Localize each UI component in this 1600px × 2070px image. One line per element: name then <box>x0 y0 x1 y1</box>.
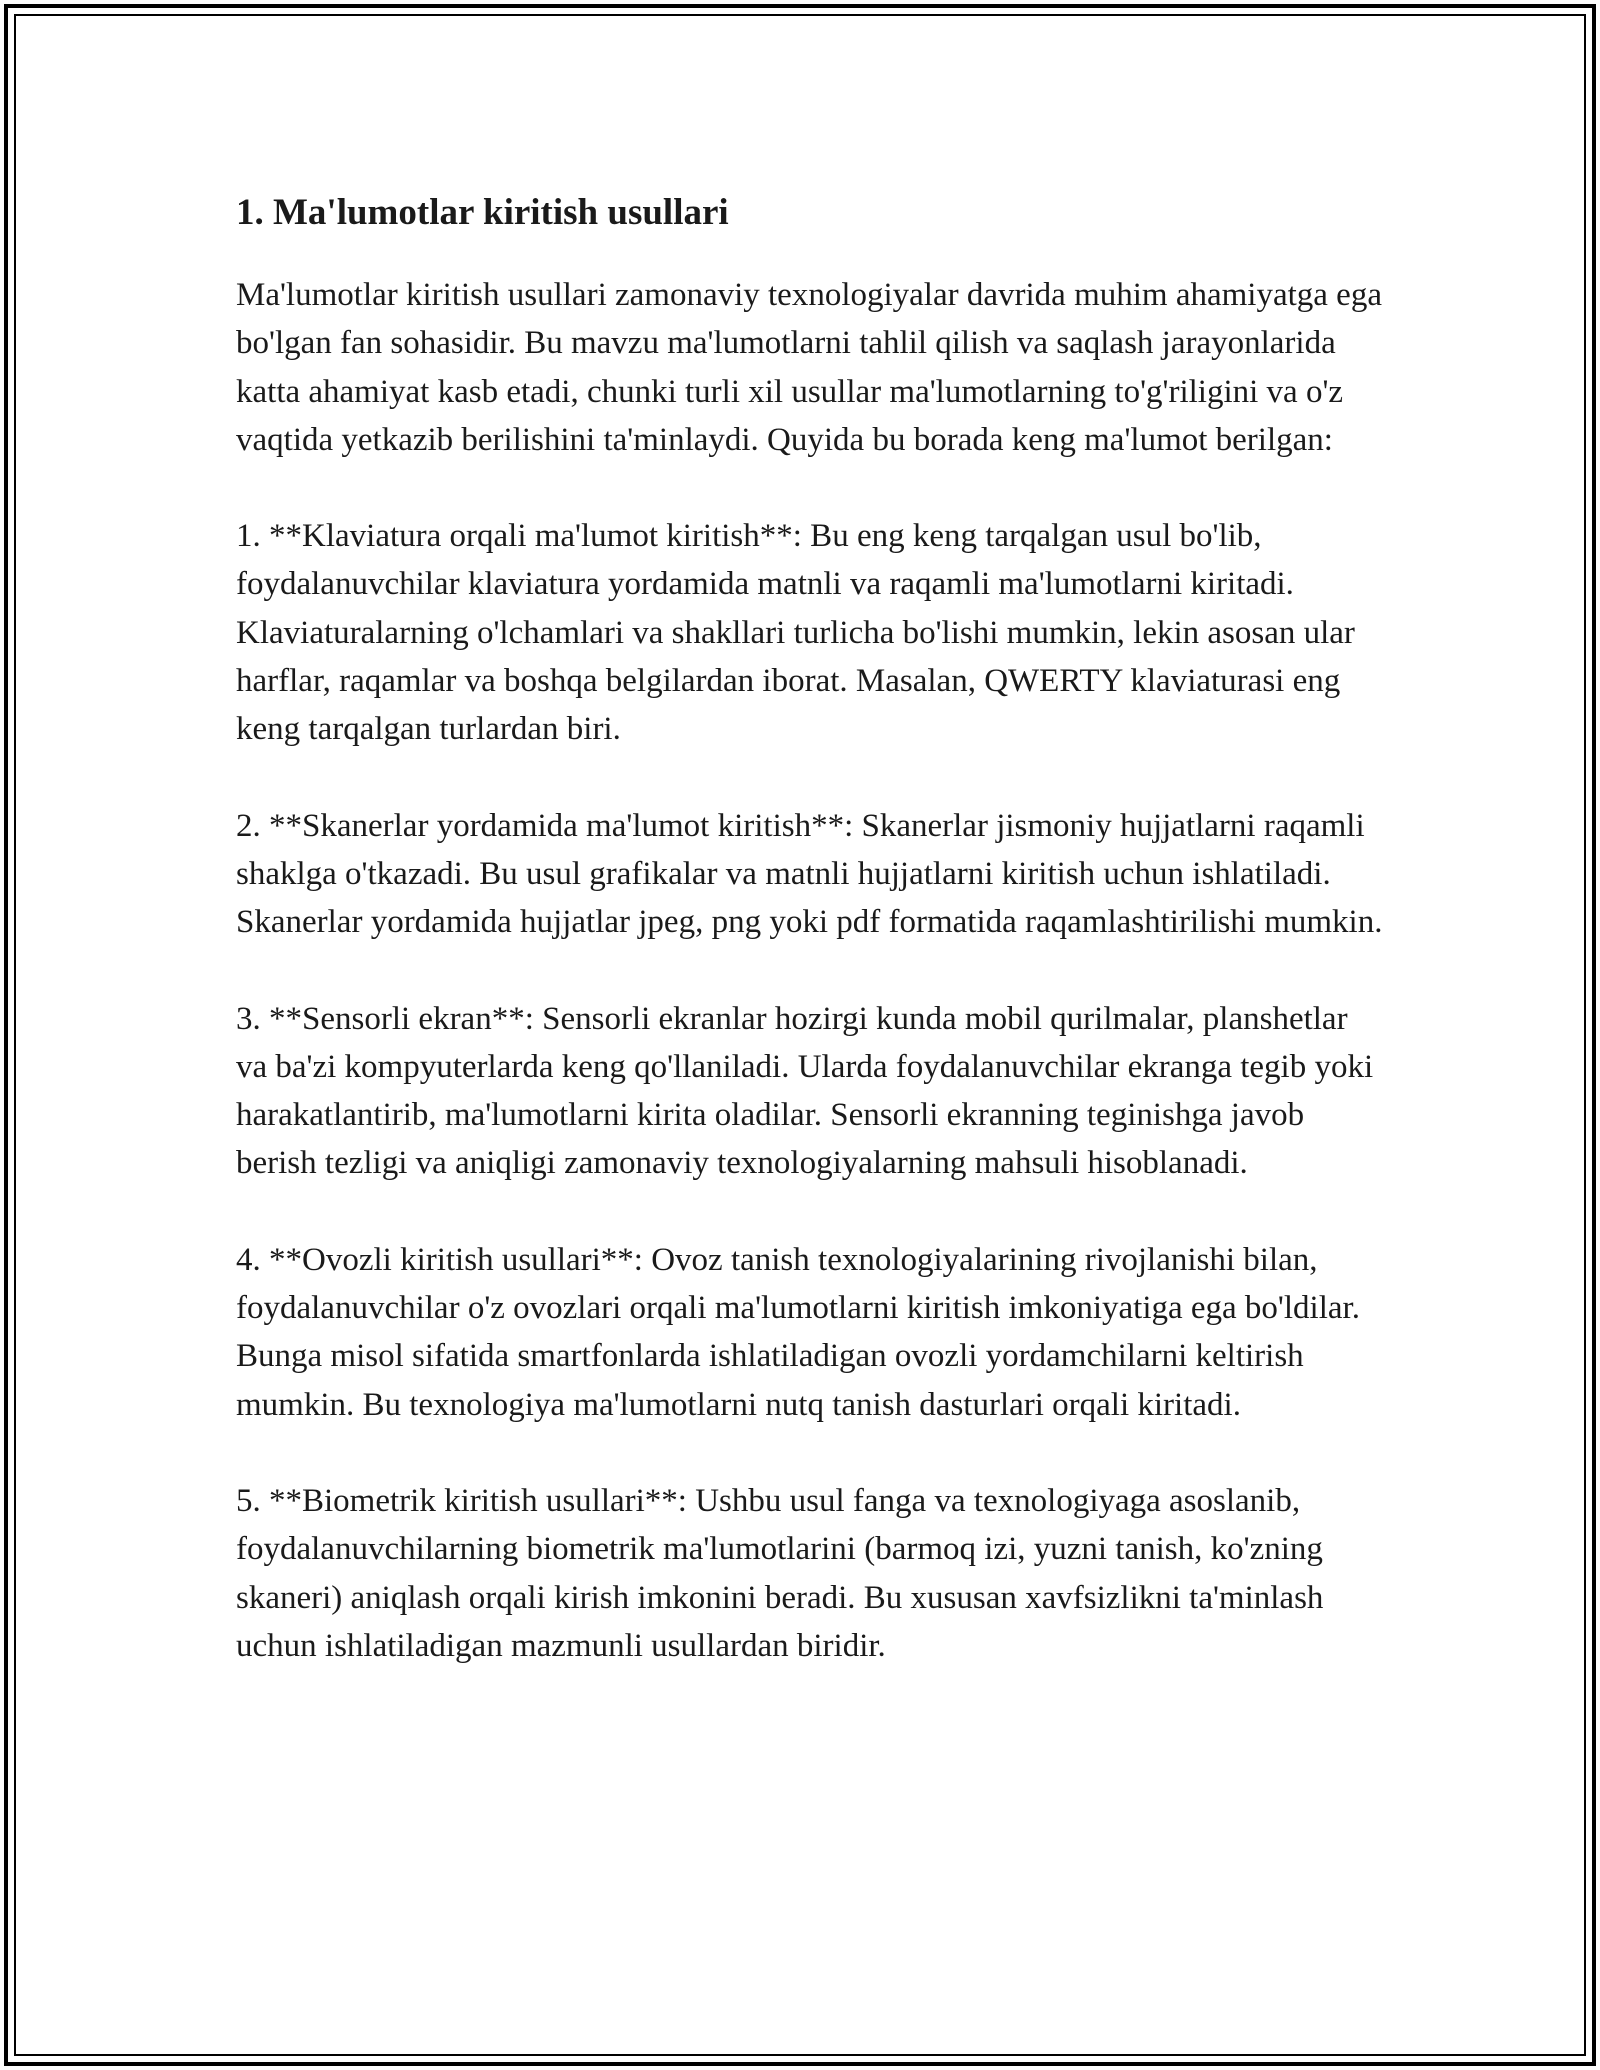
list-item-scanners: 2. **Skanerlar yordamida ma'lumot kiritish**: Skanerlar jismoniy hujjatlarni raqamli shaklga o'tkazadi. Bu usul grafikalar va matnli hujjatlarni kiritish uchun ishlatiladi. Skanerlar yordamida hujjatlar jpeg, png yoki pdf formatida raqamlashtirilishi mumkin. <box>236 807 1383 941</box>
document-body <box>236 185 1386 1718</box>
list-item-touchscreen: 3. **Sensorli ekran**: Sensorli ekranlar hozirgi kunda mobil qurilmalar, planshetlar va ba'zi kompyuterlarda keng qo'llaniladi. Ularda foydalanuvchilar ekranga tegib yoki harakatlantirib, ma'lumotlarni kirita oladilar. Sensorli ekranning teginishga javob berish tezligi va aniqligi zamonaviy texnologiyalarning mahsuli hisoblanadi. <box>236 1000 1374 1182</box>
intro-paragraph: Ma'lumotlar kiritish usullari zamonaviy texnologiyalar davrida muhim ahamiyatga ega bo'lgan fan sohasidir. Bu mavzu ma'lumotlarni tahlil qilish va saqlash jarayonlarida katta ahamiyat kasb etadi, chunki turli xil usullar ma'lumotlarning to'g'riligini va o'z vaqtida yetkazib berilishini ta'minlaydi. Quyida bu borada keng ma'lumot berilgan: <box>236 277 1382 458</box>
list-item-voice: 4. **Ovozli kiritish usullari**: Ovoz tanish texnologiyalarining rivojlanishi bilan, foydalanuvchilar o'z ovozlari orqali ma'lumotlarni kiritish imkoniyatiga ega bo'ldilar. Bunga misol sifatida smartfonlarda ishlatiladigan ovozli yordamchilarni keltirish mumkin. Bu texnologiya ma'lumotlarni nutq tanish dasturlari orqali kiritadi. <box>236 1241 1360 1423</box>
list-item-keyboard: 1. **Klaviatura orqali ma'lumot kiritish**: Bu eng keng tarqalgan usul bo'lib, foydalanuvchilar klaviatura yordamida matnli va raqamli ma'lumotlarni kiritadi. Klaviaturalarning o'lchamlari va shakllari turlicha bo'lishi mumkin, lekin asosan ular harflar, raqamlar va boshqa belgilardan iborat. Masalan, QWERTY klaviaturasi eng keng tarqalgan turlardan biri. <box>236 518 1355 748</box>
list-item-biometric: 5. **Biometrik kiritish usullari**: Ushbu usul fanga va texnologiyaga asoslanib, foydalanuvchilarning biometrik ma'lumotlarini (barmoq izi, yuzni tanish, ko'zning skaneri) aniqlash orqali kirish imkonini beradi. Bu xususan xavfsizlikni ta'minlash uchun ishlatiladigan mazmunli usullardan biridir. <box>236 1482 1324 1664</box>
section-heading: 1. Ma'lumotlar kiritish usullari <box>236 192 729 233</box>
